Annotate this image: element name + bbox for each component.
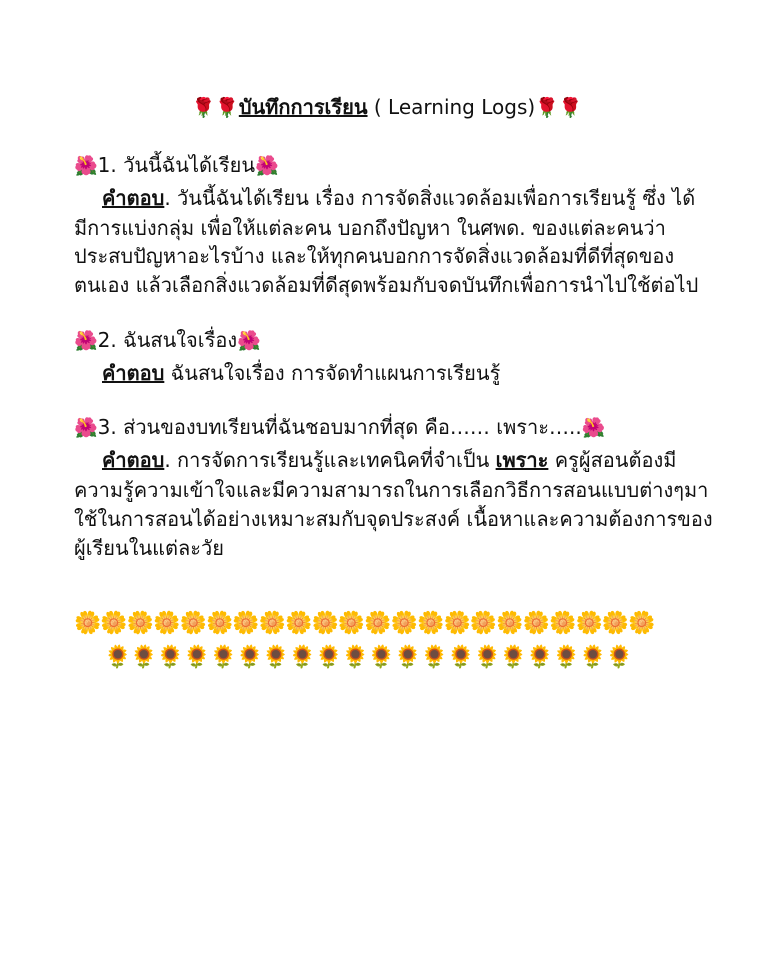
question-2-text: 2. ฉันสนใจเรื่อง xyxy=(97,328,238,352)
answer-label: คำตอบ xyxy=(102,448,165,472)
page-title xyxy=(0,92,774,123)
answer-label: คำตอบ xyxy=(102,186,165,210)
hibiscus-icon: 🌺 xyxy=(237,330,261,352)
hibiscus-icon: 🌺 xyxy=(581,417,606,439)
answer-3-line xyxy=(102,445,676,475)
title-subtitle: ( Learning Logs) xyxy=(367,95,536,119)
answer-text: ครูผู้สอนต้องมี xyxy=(548,448,677,472)
hibiscus-icon: 🌺 xyxy=(74,417,98,439)
answer-3-line: ความรู้ความเข้าใจและมีความสามารถในการเลือกวิธีการสอนแบบต่างๆมา xyxy=(74,478,709,502)
answer-2-line xyxy=(102,358,500,388)
answer-1-line: ประสบปัญหาอะไรบ้าง และให้ทุกคนบอกการจัดสิ่งแวดล้อมที่ดีที่สุดของ xyxy=(74,244,675,268)
hibiscus-icon: 🌺 xyxy=(74,330,98,352)
answer-3-line: ใช้ในการสอนได้อย่างเหมาะสมกับจุดประสงค์ เนื้อหาและความต้องการของ xyxy=(74,507,713,531)
rose-icon: 🌹🌹 xyxy=(535,97,583,119)
answer-text: . การจัดการเรียนรู้และเทคนิคที่จำเป็น xyxy=(164,448,496,472)
title-heading: บันทึกการเรียน xyxy=(238,95,368,119)
question-2 xyxy=(74,325,261,356)
answer-3-line: ผู้เรียนในแต่ละวัย xyxy=(74,536,224,560)
question-3 xyxy=(74,412,605,443)
answer-text: . วันนี้ฉันได้เรียน เรื่อง การจัดสิ่งแวดล้อมเพื่อการเรียนรู้ ซึ่ง ได้ xyxy=(164,186,696,210)
because-label: เพราะ xyxy=(495,448,549,472)
question-1 xyxy=(74,150,279,181)
answer-1-line xyxy=(102,183,695,213)
rose-icon: 🌹🌹 xyxy=(191,97,239,119)
question-3-text: 3. ส่วนของบทเรียนที่ฉันชอบมากที่สุด คือ…… เพราะ….. xyxy=(97,415,582,439)
daisy-row-icon: 🌼🌼🌼🌼🌼🌼🌼🌼🌼🌼🌼🌼🌼🌼🌼🌼🌼🌼🌼🌼🌼🌼 xyxy=(74,611,655,636)
answer-text: ฉันสนใจเรื่อง การจัดทำแผนการเรียนรู้ xyxy=(164,361,501,385)
question-1-text: 1. วันนี้ฉันได้เรียน xyxy=(97,153,255,177)
hibiscus-icon: 🌺 xyxy=(255,155,279,177)
answer-1-line: มีการแบ่งกลุ่ม เพื่อให้แต่ละคน บอกถึงปัญหา ในศพด. ของแต่ละคนว่า xyxy=(74,216,666,240)
hibiscus-icon: 🌺 xyxy=(74,155,98,177)
answer-1-line: ตนเอง แล้วเลือกสิ่งแวดล้อมที่ดีสุดพร้อมกับจดบันทึกเพื่อการนำไปใช้ต่อไป xyxy=(74,273,699,297)
answer-label: คำตอบ xyxy=(102,361,165,385)
sunflower-row-icon: 🌻🌻🌻🌻🌻🌻🌻🌻🌻🌻🌻🌻🌻🌻🌻🌻🌻🌻🌻🌻 xyxy=(104,645,632,670)
